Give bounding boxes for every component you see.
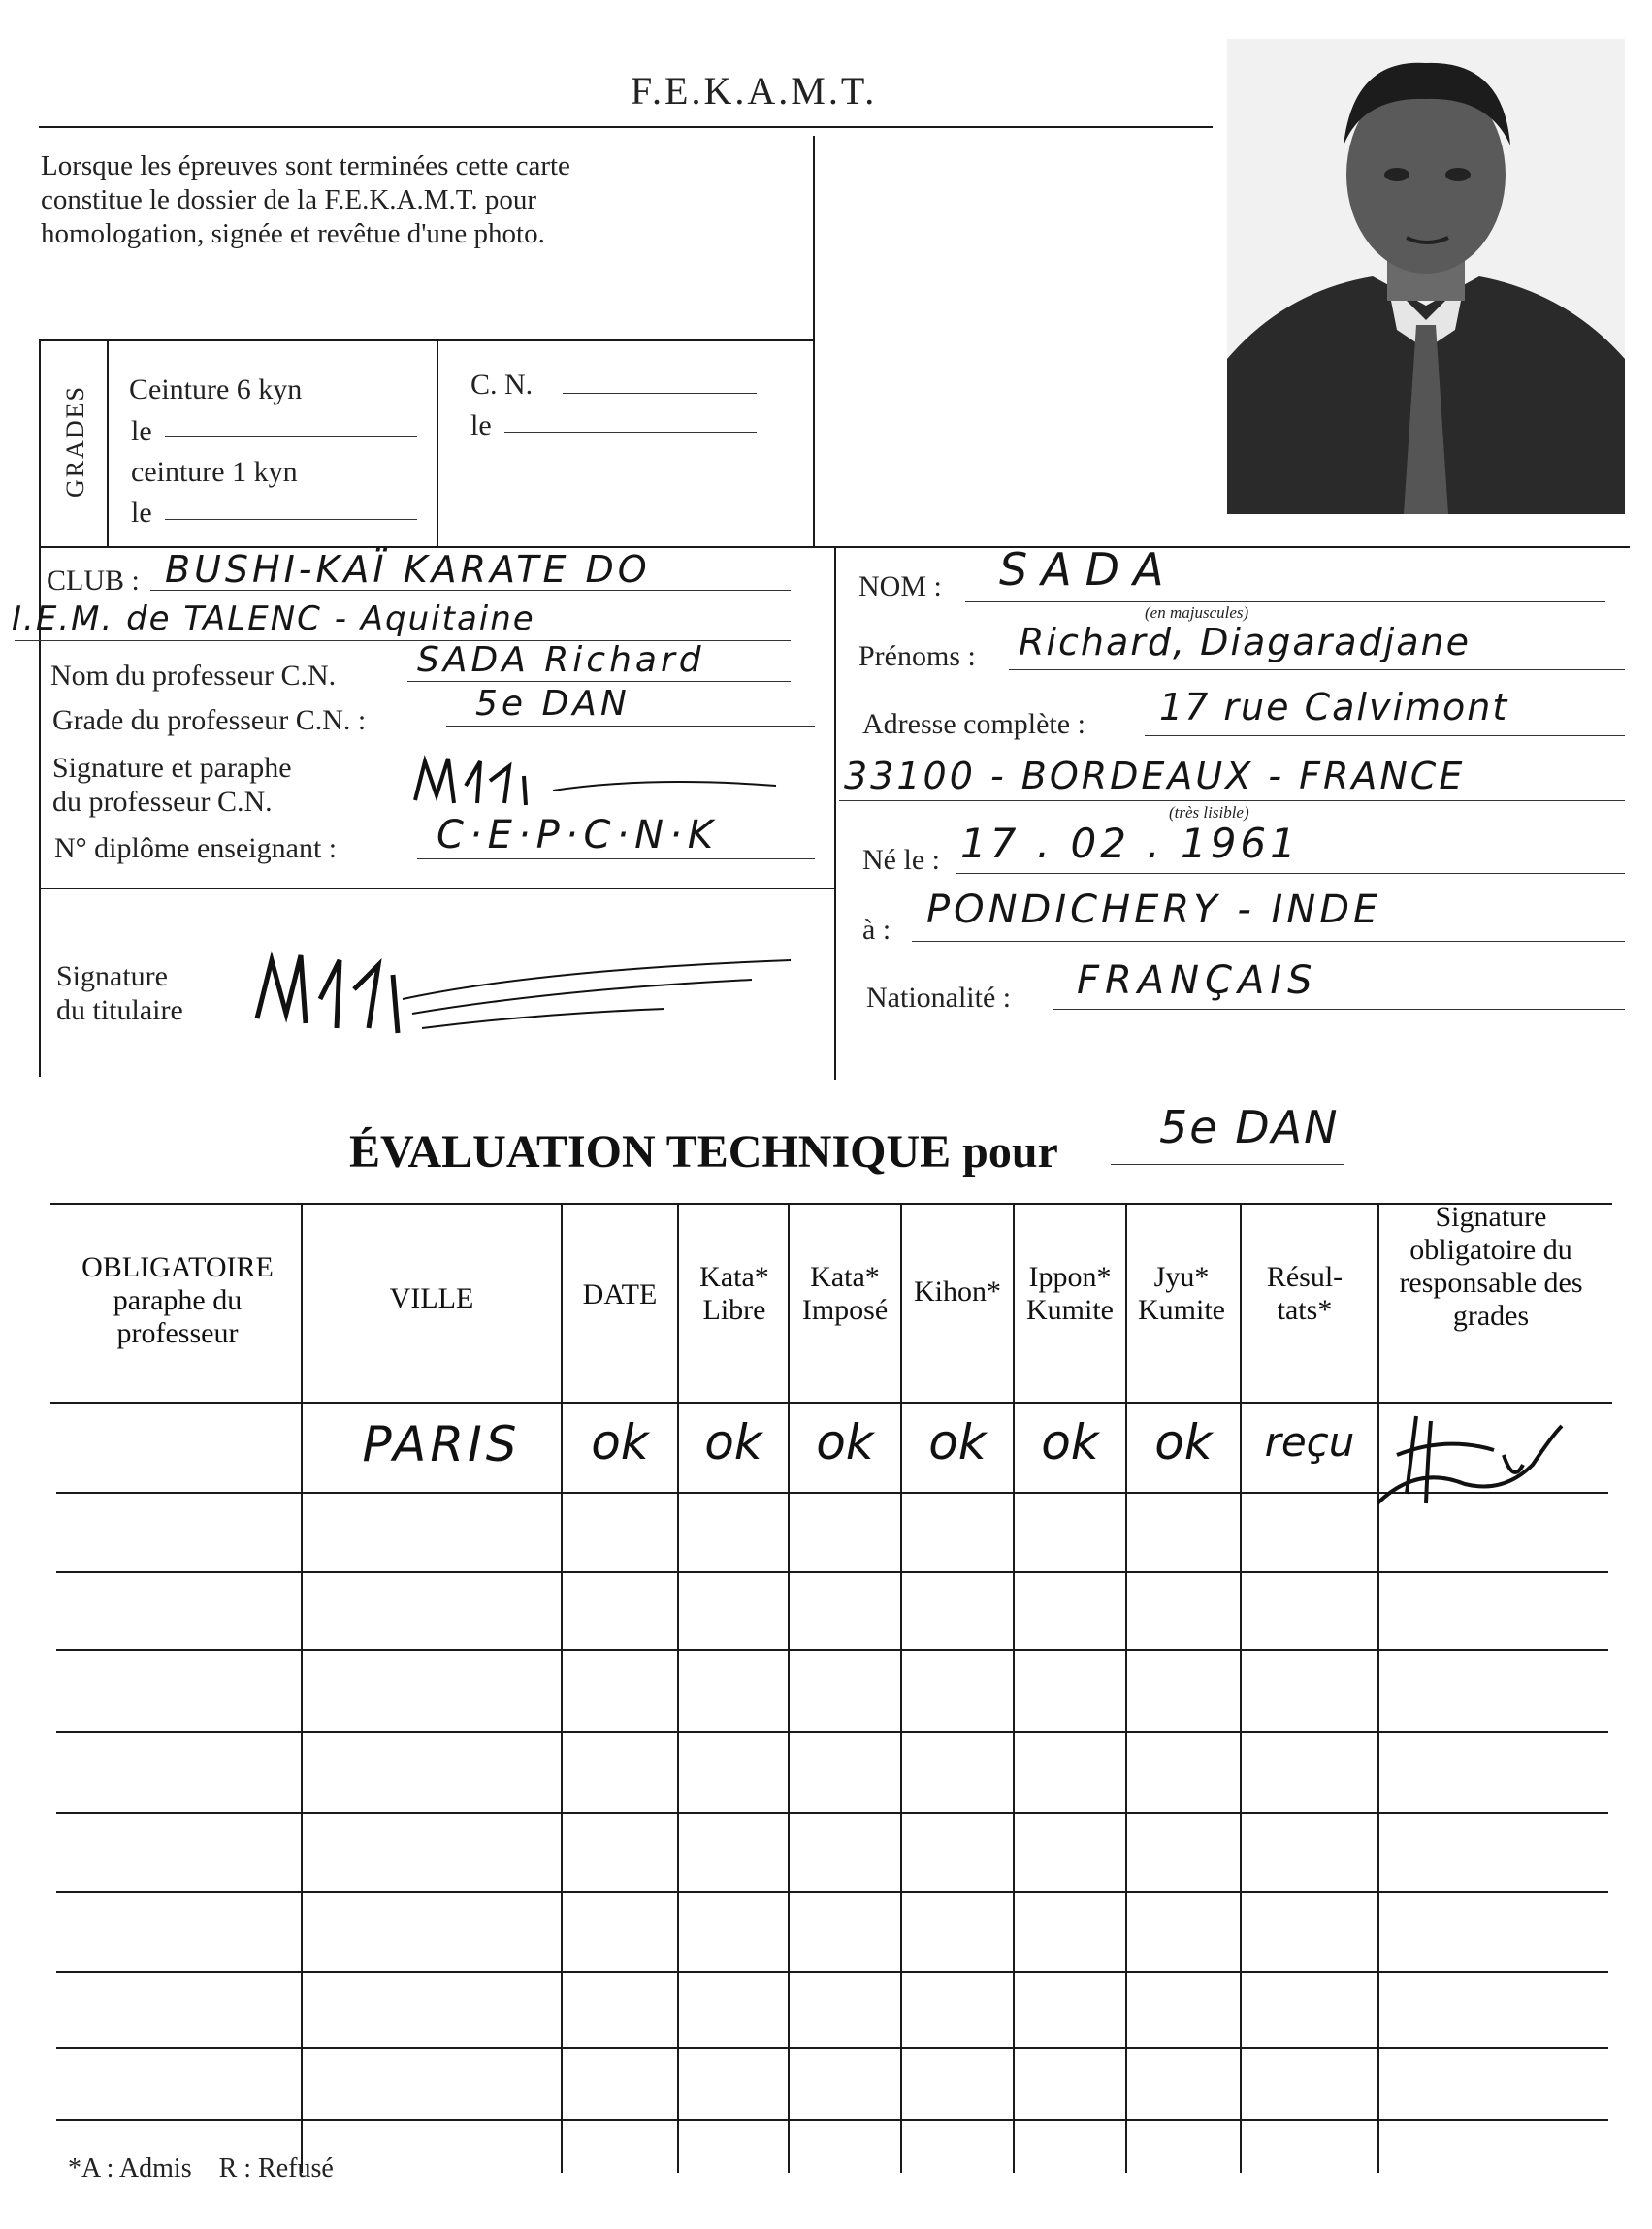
ceinture-1-le: le: [131, 497, 152, 529]
prenoms-value: Richard, Diagaradjane: [1019, 621, 1471, 663]
row-rule-2: [56, 1571, 1608, 1573]
row-rule-7: [56, 1971, 1608, 1973]
prenoms-blank: [1009, 669, 1625, 670]
evaluation-title: ÉVALUATION TECHNIQUE pour: [349, 1126, 1058, 1178]
prof-sig-label-1: Signature et paraphe: [52, 752, 292, 784]
col-rule-5: [900, 1203, 902, 2173]
col-rule-4: [788, 1203, 790, 2173]
nom-label: NOM :: [858, 570, 942, 602]
row1-signature: [1358, 1397, 1581, 1513]
row1-kihon: ok: [928, 1414, 987, 1470]
ne-blank: [956, 873, 1625, 874]
col-rule-7: [1125, 1203, 1127, 2173]
ceinture-1-date-blank: [165, 519, 417, 520]
row1-kata-impose: ok: [816, 1414, 874, 1470]
col-rule-9: [1377, 1203, 1379, 2173]
club-bottom-rule: [39, 888, 834, 889]
ceinture-6-date-blank: [165, 436, 417, 437]
row1-ville: PARIS: [362, 1416, 521, 1472]
row-rule-9: [56, 2119, 1608, 2121]
header-obligatoire: OBLIGATOIRE paraphe du professeur: [81, 1251, 274, 1349]
col-rule-6: [1013, 1203, 1015, 2173]
club-label: CLUB :: [47, 565, 140, 597]
row-rule-3: [56, 1649, 1608, 1651]
header-signature: Signature obligatoire du responsable des grades: [1399, 1201, 1583, 1332]
row-rule-4: [56, 1731, 1608, 1733]
top-box-divider: [813, 136, 815, 548]
intro-line-3: homologation, signée et revêtue d'une photo.: [41, 218, 545, 249]
club-value: BUSHI-KAÏ KARATE DO: [165, 548, 651, 591]
header-kata-impose: Kata* Imposé: [801, 1261, 889, 1326]
cn-date-blank: [504, 432, 757, 433]
adresse-value-2: 33100 - BORDEAUX - FRANCE: [844, 755, 1466, 797]
a-label: à :: [862, 914, 891, 946]
row1-jyu-kumite: ok: [1154, 1414, 1213, 1470]
col-rule-3: [677, 1203, 679, 2173]
header-ippon-kumite: Ippon* Kumite: [1026, 1261, 1114, 1326]
holder-signature: [247, 931, 800, 1048]
prof-grade-value: 5e DAN: [475, 684, 631, 724]
grades-inner-rule: [107, 339, 109, 548]
ceinture-6-label: Ceinture 6 kyn: [129, 373, 303, 405]
row1-resultats: reçu: [1264, 1418, 1355, 1466]
row1-date: ok: [591, 1414, 649, 1470]
col-rule-2: [561, 1203, 563, 2173]
diploma-value: C·E·P·C·N·K: [437, 813, 719, 857]
club-value-2: I.E.M. de TALENC - Aquitaine: [12, 599, 535, 638]
adresse-label: Adresse complète :: [862, 708, 1085, 740]
intro-line-1: Lorsque les épreuves sont terminées cette carte: [41, 150, 570, 181]
adresse-note: (très lisible): [1169, 803, 1249, 822]
header-date: DATE: [582, 1278, 658, 1310]
row-rule-8: [56, 2047, 1608, 2049]
nat-value: FRANÇAIS: [1077, 958, 1318, 1003]
header-jyu-kumite: Jyu* Kumite: [1138, 1261, 1225, 1326]
prof-name-blank: [407, 681, 791, 682]
nat-blank: [1053, 1009, 1625, 1010]
holder-sig-label-2: du titulaire: [56, 994, 183, 1026]
grades-side-label: GRADES: [61, 384, 90, 499]
prof-grade-blank: [446, 726, 815, 727]
evaluation-grade-value: 5e DAN: [1159, 1101, 1340, 1153]
evaluation-grade-blank: [1111, 1164, 1344, 1165]
grades-top-rule: [39, 339, 815, 341]
adresse-blank: [1145, 735, 1625, 736]
row1-kata-libre: ok: [704, 1414, 762, 1470]
ceinture-1-label: ceinture 1 kyn: [131, 456, 298, 488]
col-rule-8: [1240, 1203, 1242, 2173]
ceinture-6-le: le: [131, 415, 152, 447]
prof-grade-label: Grade du professeur C.N. :: [52, 704, 367, 736]
grades-left-rule: [39, 339, 41, 548]
header-kata-libre: Kata* Libre: [699, 1261, 769, 1326]
ne-value: 17 . 02 . 1961: [960, 820, 1300, 867]
col-rule-1: [301, 1203, 303, 2173]
club-blank: [150, 590, 791, 591]
header-ville: VILLE: [389, 1282, 474, 1314]
nom-blank: [965, 601, 1605, 602]
prenoms-label: Prénoms :: [858, 640, 976, 672]
header-kihon: Kihon*: [914, 1276, 1001, 1308]
cn-le: le: [470, 409, 492, 441]
adresse-value: 17 rue Calvimont: [1159, 686, 1509, 728]
diploma-label: N° diplôme enseignant :: [54, 832, 338, 864]
nom-value: SADA: [999, 543, 1178, 596]
cn-label: C. N.: [470, 369, 534, 401]
prof-sig-label-2: du professeur C.N.: [52, 786, 273, 818]
footer-note: *A : Admis R : Refusé: [68, 2153, 334, 2183]
grades-mid-rule: [437, 339, 438, 548]
prof-name-value: SADA Richard: [417, 640, 705, 680]
row1-ippon-kumite: ok: [1041, 1414, 1099, 1470]
cn-blank: [563, 393, 757, 394]
page-title: F.E.K.A.M.T.: [631, 69, 878, 113]
a-value: PONDICHERY - INDE: [926, 888, 1382, 932]
prof-signature: [407, 747, 795, 815]
section-vertical-divider: [834, 546, 836, 1080]
title-rule: [39, 126, 1213, 128]
id-photo: [1227, 39, 1625, 514]
adresse-blank-2: [839, 800, 1625, 801]
header-resultats: Résul-tats*: [1266, 1261, 1344, 1326]
row-rule-5: [56, 1812, 1608, 1814]
prof-name-label: Nom du professeur C.N.: [50, 660, 337, 692]
row-rule-6: [56, 1891, 1608, 1893]
ne-label: Né le :: [862, 844, 940, 876]
holder-sig-label-1: Signature: [56, 960, 168, 992]
a-blank: [912, 941, 1625, 942]
diploma-blank: [417, 858, 815, 859]
intro-line-2: constitue le dossier de la F.E.K.A.M.T. pour: [41, 184, 536, 215]
nat-label: Nationalité :: [866, 982, 1012, 1014]
nom-note: (en majuscules): [1145, 603, 1249, 622]
